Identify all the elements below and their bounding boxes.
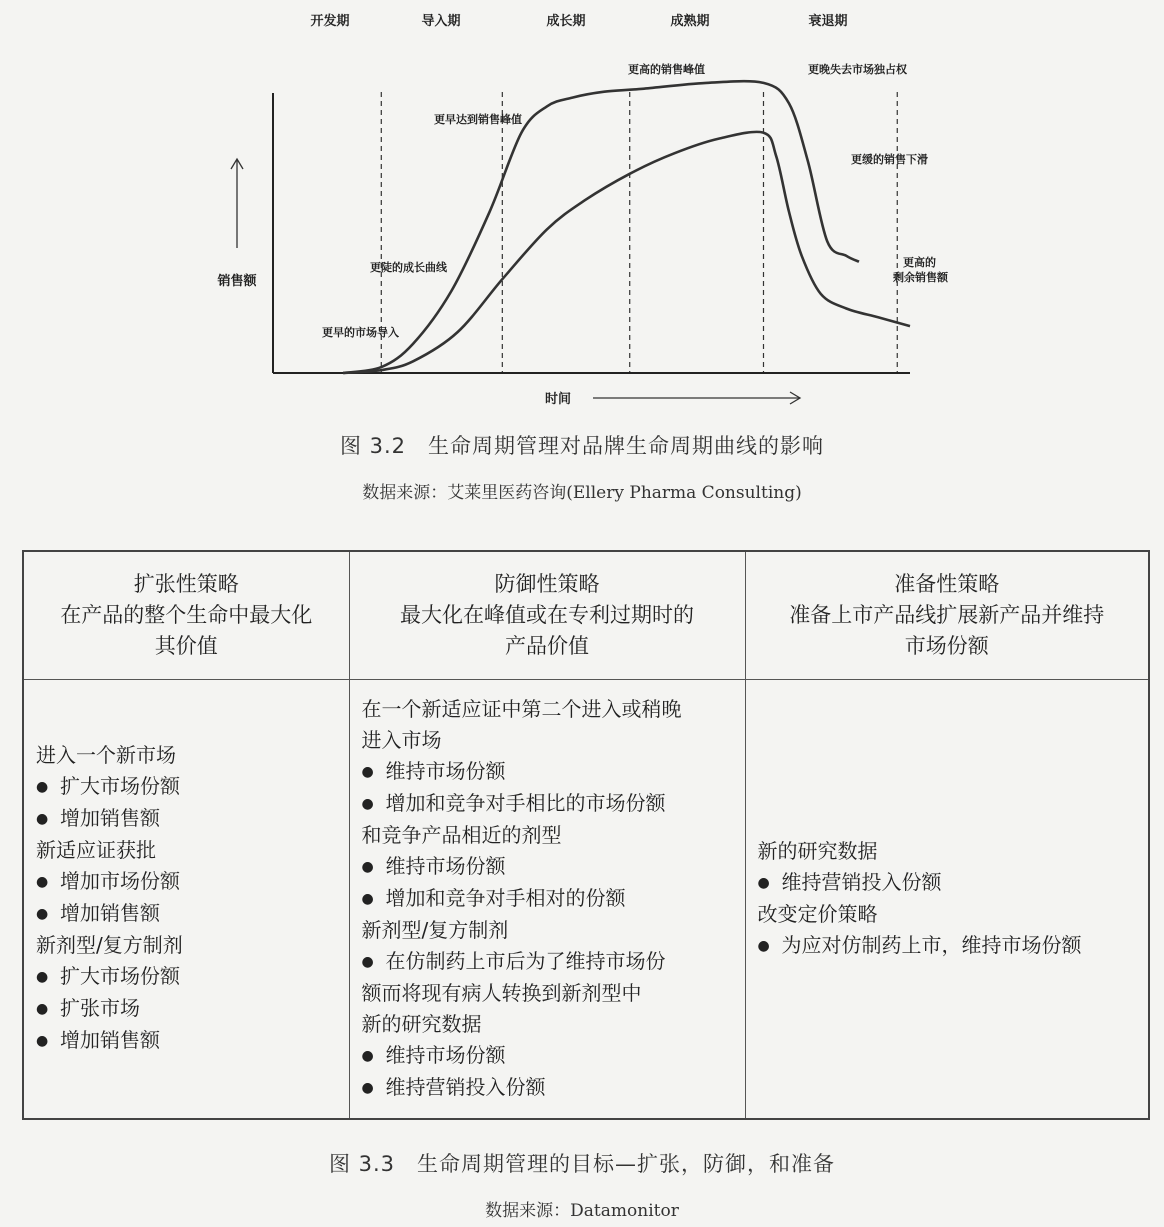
bullet-item: ● 维持市场份额 — [362, 851, 733, 883]
phase-label: 成长期 — [546, 14, 586, 29]
annotation: 更陡的成长曲线 — [370, 261, 447, 274]
header-title: 防御性策略 — [494, 571, 600, 596]
bullet-item: ● 增加和竞争对手相比的市场份额 — [362, 788, 733, 820]
list-heading: 新适应证获批 — [36, 838, 156, 863]
header-preparatory — [745, 551, 1149, 679]
annotation: 更缓的销售下滑 — [851, 153, 928, 166]
figure-3-3-caption: 图 3.3 生命周期管理的目标—扩张，防御，和准备 — [328, 1152, 836, 1176]
bullet-item: ● 维持市场份额 — [362, 1040, 733, 1072]
annotation: 剩余销售额 — [893, 271, 948, 284]
table-header-row — [23, 551, 1149, 679]
bullet-item: ● 增加销售额 — [36, 898, 337, 930]
managed-curve — [343, 81, 859, 373]
bullet-item: ● 扩大市场份额 — [36, 771, 337, 803]
bullet-item: ● 为应对仿制药上市，维持市场份额 — [758, 930, 1137, 962]
list-heading: 新剂型/复方制剂 — [361, 917, 509, 942]
list-heading: 和竞争产品相近的剂型 — [361, 822, 562, 847]
bullet-item: ● 维持营销投入份额 — [362, 1072, 733, 1104]
bullet-item: ● 维持市场份额 — [362, 756, 733, 788]
header-title: 扩张性策略 — [133, 571, 239, 596]
y-axis-label: 销售额 — [217, 274, 257, 289]
phase-label: 衰退期 — [808, 14, 848, 29]
header-desc: 准备上市产品线扩展新产品并维持 — [789, 602, 1105, 627]
header-desc: 最大化在峰值或在专利过期时的 — [400, 602, 694, 627]
expansion-cell — [23, 679, 349, 1119]
annotation: 更高的销售峰值 — [628, 63, 705, 76]
header-expansion — [23, 551, 349, 679]
bullet-item: ● 增加销售额 — [36, 803, 337, 835]
bullet-item: ● 扩大市场份额 — [36, 961, 337, 993]
lifecycle-chart — [0, 0, 1164, 420]
figure-3-2-caption: 图 3.2 生命周期管理对品牌生命周期曲线的影响 — [339, 434, 825, 458]
header-title: 准备性策略 — [894, 571, 1000, 596]
phase-label: 导入期 — [421, 14, 461, 29]
list-heading: 在一个新适应证中第二个进入或稍晚 — [361, 696, 682, 721]
header-defensive — [349, 551, 745, 679]
list-heading: 新剂型/复方制剂 — [36, 933, 183, 958]
x-axis-label: 时间 — [544, 392, 572, 407]
bullet-item: ● 增加市场份额 — [36, 866, 337, 898]
bullet-item: ● 维持营销投入份额 — [758, 867, 1137, 899]
x-axis-arrow — [593, 392, 800, 404]
annotation: 更晚失去市场独占权 — [808, 63, 907, 76]
bullet-item: ● 增加和竞争对手相对的份额 — [362, 883, 733, 915]
defensive-cell — [349, 679, 745, 1119]
annotation: 更早的市场导入 — [322, 326, 399, 339]
list-heading: 新的研究数据 — [757, 838, 878, 863]
annotation: 更早达到销售峰值 — [434, 113, 522, 126]
phase-label: 开发期 — [310, 14, 350, 29]
table-body-row — [23, 679, 1149, 1119]
annotation: 更高的 — [903, 256, 936, 269]
phase-label: 成熟期 — [670, 14, 710, 29]
figure-3-3-source: 数据来源：Datamonitor — [485, 1201, 679, 1221]
strategy-table — [22, 550, 1150, 1120]
y-axis-arrow — [231, 159, 243, 248]
header-desc: 市场份额 — [904, 633, 989, 658]
header-desc: 其价值 — [154, 633, 218, 658]
list-heading: 进入市场 — [361, 727, 442, 752]
baseline-curve — [343, 132, 910, 373]
bullet-item: ● 增加销售额 — [36, 1025, 337, 1057]
list-heading: 额而将现有病人转换到新剂型中 — [361, 980, 642, 1005]
header-desc: 产品价值 — [505, 633, 589, 658]
figure-3-2-source: 数据来源：艾莱里医药咨询(Ellery Pharma Consulting) — [362, 483, 802, 503]
preparatory-cell — [745, 679, 1149, 1119]
bullet-item: ● 在仿制药上市后为了维持市场份 — [362, 946, 733, 978]
header-desc: 在产品的整个生命中最大化 — [60, 602, 313, 627]
list-heading: 改变定价策略 — [757, 901, 878, 926]
list-heading: 进入一个新市场 — [36, 743, 176, 768]
list-heading: 新的研究数据 — [361, 1011, 482, 1036]
bullet-item: ● 扩张市场 — [36, 993, 337, 1025]
